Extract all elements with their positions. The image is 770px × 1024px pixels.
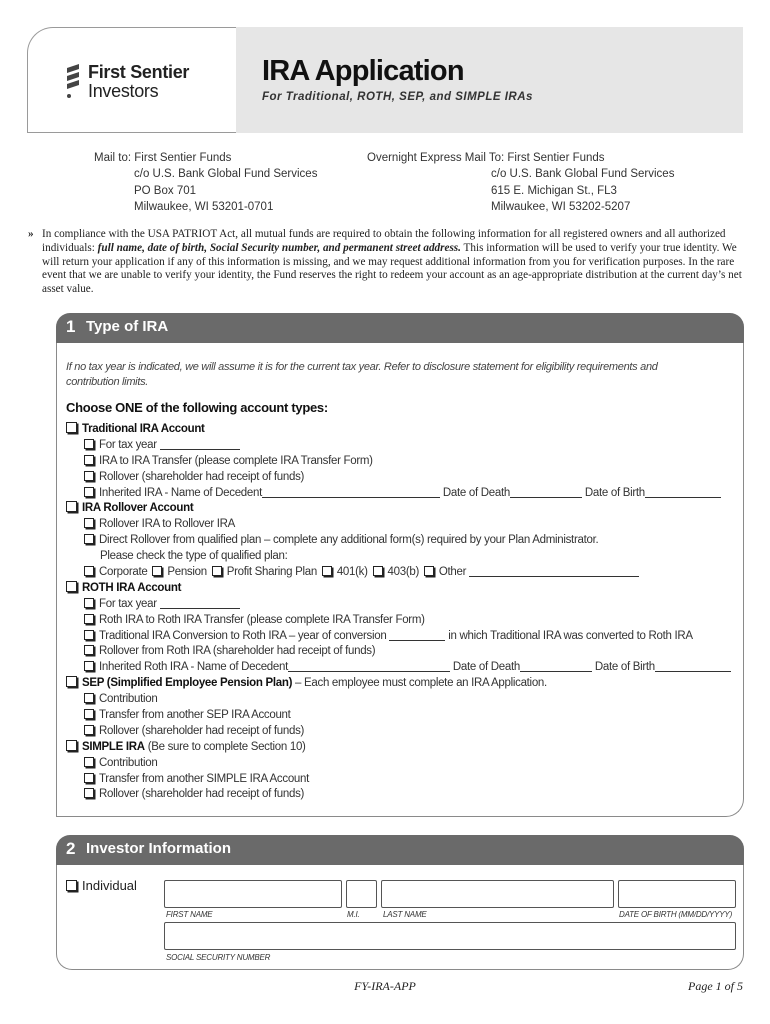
first-sentier-logo-icon — [63, 64, 81, 104]
roth-rollover-option[interactable] — [66, 644, 736, 660]
checkbox[interactable] — [84, 645, 94, 655]
decedent-name-field[interactable] — [288, 661, 450, 672]
sep-contribution-option[interactable] — [66, 692, 736, 708]
option-label: IRA Rollover Account — [82, 502, 194, 515]
checkbox[interactable] — [373, 566, 383, 576]
mail-to-line: PO Box 701 — [134, 184, 197, 197]
checkbox[interactable] — [84, 518, 94, 528]
mail-to-label: Mail to: — [94, 152, 132, 164]
date-of-birth-label: DATE OF BIRTH (MM/DD/YYYY) — [619, 910, 733, 919]
checkbox[interactable] — [84, 630, 94, 640]
tax-year-field[interactable] — [160, 598, 240, 609]
date-of-birth-input[interactable] — [618, 880, 736, 908]
checkbox[interactable] — [212, 566, 222, 576]
option-label: Inherited Roth IRA - Name of Decedent — [99, 661, 288, 674]
checkbox[interactable] — [66, 740, 77, 751]
option-label: Contribution — [99, 693, 158, 706]
checkbox[interactable] — [322, 566, 332, 576]
option-label: Rollover IRA to Rollover IRA — [99, 518, 236, 531]
checkbox[interactable] — [84, 455, 94, 465]
individual-option[interactable] — [66, 878, 137, 893]
checkbox[interactable] — [84, 566, 94, 576]
middle-initial-label: M.I. — [347, 910, 360, 919]
overnight-line: c/o U.S. Bank Global Fund Services — [491, 168, 675, 181]
checkbox[interactable] — [66, 501, 77, 512]
checkbox[interactable] — [66, 422, 77, 433]
option-label: Inherited IRA - Name of Decedent — [99, 486, 262, 499]
simple-rollover-option[interactable] — [66, 787, 736, 803]
checkbox[interactable] — [84, 534, 94, 544]
sep-option[interactable] — [66, 676, 736, 692]
option-label: For tax year — [99, 438, 157, 451]
option-label: Direct Rollover from qualified plan – complete any additional form(s) required by your Plan Administrator. — [99, 534, 599, 547]
roth-ira-option[interactable] — [66, 581, 736, 597]
rollover-to-rollover-option[interactable] — [66, 517, 736, 533]
first-name-label: FIRST NAME — [166, 910, 213, 919]
simple-contribution-option[interactable] — [66, 756, 736, 772]
page-number: Page 1 of 5 — [688, 979, 743, 993]
page-subtitle: For Traditional, ROTH, SEP, and SIMPLE IRAs — [262, 91, 533, 103]
plan-type-instruction: Please check the type of qualified plan: — [100, 550, 288, 563]
simple-transfer-option[interactable] — [66, 772, 736, 788]
chevron-double-right-icon: » — [28, 228, 34, 240]
middle-initial-input[interactable] — [346, 880, 377, 908]
date-of-birth-field[interactable] — [645, 487, 721, 498]
roth-inherited-option[interactable] — [66, 660, 736, 676]
traditional-transfer-option[interactable] — [66, 454, 736, 470]
option-label: SIMPLE IRA — [82, 740, 145, 753]
plan-401k-label: 401(k) — [336, 566, 368, 579]
checkbox[interactable] — [66, 676, 77, 687]
choose-heading: Choose ONE of the following account types: — [66, 400, 328, 415]
traditional-rollover-option[interactable] — [66, 470, 736, 486]
mail-to-line: Milwaukee, WI 53201-0701 — [134, 200, 274, 213]
ssn-label: SOCIAL SECURITY NUMBER — [166, 953, 271, 962]
plan-corporate-label: Corporate — [99, 566, 148, 579]
form-code: FY-IRA-APP — [354, 979, 416, 993]
date-of-death-field[interactable] — [520, 661, 592, 672]
roth-transfer-option[interactable] — [66, 613, 736, 629]
notice-text: In compliance with the USA PATRIOT Act, all mutual funds are required to obtain the following information for all registered owners and all authorized individuals: — [42, 228, 726, 254]
section-title: Investor Information — [86, 840, 232, 857]
last-name-label: LAST NAME — [383, 910, 427, 919]
page-title: IRA Application — [262, 55, 464, 87]
title-panel — [236, 27, 743, 133]
plan-type-options — [66, 565, 736, 581]
date-of-death-field[interactable] — [510, 487, 582, 498]
section-1-header — [56, 313, 744, 343]
option-label: Date of Death — [442, 486, 510, 499]
plan-profit-sharing-label: Profit Sharing Plan — [226, 566, 317, 579]
decedent-name-field[interactable] — [262, 487, 440, 498]
plan-pension-label: Pension — [167, 566, 207, 579]
option-label: Rollover from Roth IRA (shareholder had receipt of funds) — [99, 645, 376, 658]
option-label: (Be sure to complete Section 10) — [144, 740, 306, 753]
checkbox[interactable] — [84, 439, 94, 449]
checkbox[interactable] — [152, 566, 162, 576]
ira-rollover-option[interactable] — [66, 501, 736, 517]
direct-rollover-option[interactable] — [66, 533, 736, 549]
option-label: Individual — [82, 878, 137, 893]
checkbox[interactable] — [84, 788, 94, 798]
option-label: Traditional IRA Account — [82, 423, 205, 435]
section-title: Type of IRA — [86, 318, 169, 335]
plan-403b-label: 403(b) — [387, 566, 419, 579]
roth-tax-year-option[interactable] — [66, 597, 736, 613]
checkbox[interactable] — [84, 693, 94, 703]
tax-year-field[interactable] — [160, 439, 240, 450]
traditional-tax-year-option[interactable] — [66, 438, 736, 454]
plan-other-label: Other — [438, 566, 467, 579]
option-label: SEP (Simplified Employee Pension Plan) — [82, 677, 293, 690]
checkbox[interactable] — [84, 598, 94, 608]
patriot-act-notice — [28, 228, 744, 297]
overnight-label: Overnight Express Mail To: — [367, 152, 505, 164]
mail-to-line: First Sentier Funds — [134, 152, 232, 164]
option-label: – Each employee must complete an IRA Application. — [292, 677, 547, 690]
tax-year-note: If no tax year is indicated, we will assume it is for the current tax year. Refer to disclosure statement for eligibility requirements and contribution limits. — [66, 361, 658, 388]
mail-to-address — [94, 150, 317, 215]
checkbox[interactable] — [84, 471, 94, 481]
notice-text: This information will be used to verify your true identity. We will return your application if any of this information is missing, and we may request additional information from you for verification purposes. In the rare event that we are unable to verify your identity, the Fund reserves the right to redeem your account as an age-appropriate distribution at the current day’s net asset value. — [42, 241, 742, 296]
account-type-list — [66, 422, 736, 803]
simple-ira-option[interactable] — [66, 740, 736, 756]
option-label: Transfer from another SEP IRA Account — [99, 709, 291, 722]
option-label: Date of Birth — [594, 661, 655, 674]
option-label: For tax year — [99, 597, 157, 610]
last-name-input[interactable] — [381, 880, 614, 908]
option-label: IRA to IRA Transfer (please complete IRA Transfer Form) — [99, 454, 373, 467]
option-label: ROTH IRA Account — [82, 581, 182, 594]
overnight-address — [367, 150, 674, 215]
checkbox[interactable] — [66, 581, 77, 592]
brand-name-line2: Investors — [88, 81, 159, 101]
ssn-input[interactable] — [164, 922, 736, 950]
checkbox[interactable] — [424, 566, 434, 576]
brand-name-line1: First Sentier — [88, 62, 190, 82]
option-label: Rollover (shareholder had receipt of funds) — [99, 788, 305, 801]
option-label: Rollover (shareholder had receipt of funds) — [99, 724, 305, 737]
option-label: Traditional IRA Conversion to Roth IRA – year of conversion — [99, 629, 387, 642]
overnight-line: Milwaukee, WI 53202-5207 — [491, 200, 631, 213]
option-label: Rollover (shareholder had receipt of funds) — [99, 470, 305, 483]
logo-panel — [27, 27, 242, 133]
option-label: Contribution — [99, 756, 158, 769]
checkbox[interactable] — [66, 880, 77, 891]
checkbox[interactable] — [84, 725, 94, 735]
option-label: Transfer from another SIMPLE IRA Account — [99, 772, 310, 785]
section-2-header — [56, 835, 744, 865]
checkbox[interactable] — [84, 709, 94, 719]
section-number: 1 — [66, 317, 76, 336]
option-label: Date of Death — [452, 661, 520, 674]
roth-conversion-option[interactable] — [66, 629, 736, 645]
date-of-birth-field[interactable] — [655, 661, 731, 672]
overnight-line: First Sentier Funds — [507, 152, 605, 164]
checkbox[interactable] — [84, 487, 94, 497]
option-label: Date of Birth — [584, 486, 645, 499]
sep-transfer-option[interactable] — [66, 708, 736, 724]
overnight-line: 615 E. Michigan St., FL3 — [491, 184, 617, 197]
conversion-year-field[interactable] — [389, 630, 445, 641]
checkbox[interactable] — [84, 614, 94, 624]
notice-emphasis: full name, date of birth, Social Security number, and permanent street address. — [97, 241, 461, 254]
checkbox[interactable] — [84, 773, 94, 783]
option-label: in which Traditional IRA was converted to Roth IRA — [448, 629, 693, 642]
plan-other-field[interactable] — [469, 566, 639, 577]
option-label: Roth IRA to Roth IRA Transfer (please complete IRA Transfer Form) — [99, 613, 425, 626]
checkbox[interactable] — [84, 661, 94, 671]
section-number: 2 — [66, 839, 76, 858]
traditional-ira-option[interactable] — [66, 422, 736, 438]
first-name-input[interactable] — [164, 880, 342, 908]
sep-rollover-option[interactable] — [66, 724, 736, 740]
traditional-inherited-option[interactable] — [66, 486, 736, 502]
mail-to-line: c/o U.S. Bank Global Fund Services — [134, 168, 318, 181]
checkbox[interactable] — [84, 757, 94, 767]
